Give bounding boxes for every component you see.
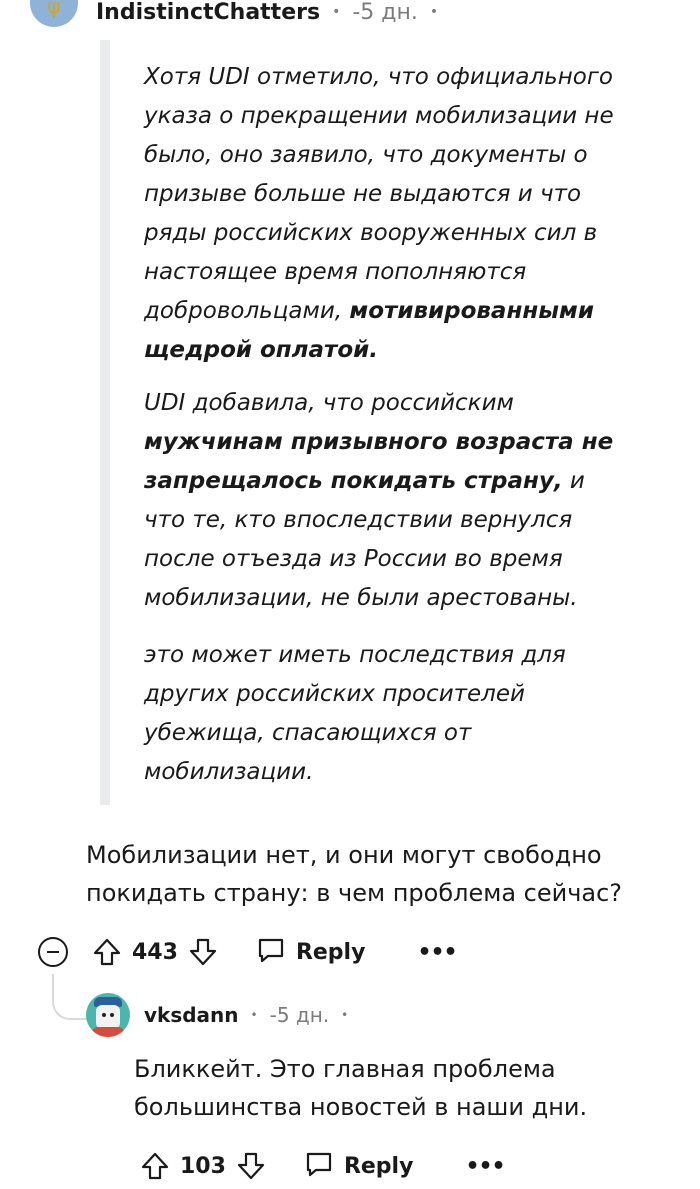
quote-paragraph-3 bbox=[144, 636, 624, 792]
timestamp: -5 дн. bbox=[269, 1003, 330, 1027]
quote-text: и что те, кто впоследствии вернулся после отъезда из России во время мобилизации, не были арестованы. bbox=[144, 468, 585, 611]
speech-bubble-icon bbox=[304, 1149, 334, 1183]
upvote-icon[interactable] bbox=[92, 937, 122, 967]
meta-separator: • bbox=[250, 1008, 258, 1022]
blockquote bbox=[100, 40, 650, 805]
quote-bold-text: мотивированными щедрой оплатой. bbox=[144, 298, 594, 363]
avatar[interactable] bbox=[30, 0, 78, 27]
downvote-icon[interactable] bbox=[188, 937, 218, 967]
avatar-body bbox=[92, 1027, 124, 1037]
avatar[interactable] bbox=[86, 993, 130, 1037]
username[interactable]: IndistinctChatters bbox=[96, 0, 321, 25]
reply-button[interactable] bbox=[256, 935, 366, 969]
top-comment-header bbox=[30, 0, 450, 28]
minus-icon bbox=[47, 951, 59, 953]
reply-button[interactable] bbox=[304, 1149, 414, 1183]
avatar-face bbox=[96, 1005, 120, 1029]
vote-score: 443 bbox=[132, 939, 178, 965]
trident-emblem-icon: ψ bbox=[47, 0, 61, 18]
vote-score: 103 bbox=[180, 1153, 226, 1179]
thread-connector-line bbox=[52, 974, 88, 1020]
speech-bubble-icon bbox=[256, 935, 286, 969]
meta-separator: • bbox=[341, 1008, 349, 1022]
reply-comment-header bbox=[86, 990, 360, 1040]
collapse-thread-button[interactable] bbox=[38, 937, 68, 967]
reply-label: Reply bbox=[295, 939, 366, 965]
reply-label: Reply bbox=[343, 1153, 414, 1179]
comment-action-bar bbox=[38, 932, 457, 972]
quote-bold-text: мужчинам призывного возраста не запрещалось покидать страну, bbox=[144, 429, 614, 494]
quote-paragraph-1 bbox=[144, 58, 624, 370]
avatar-eye bbox=[102, 1013, 106, 1017]
quote-text: это может иметь последствия для других российских просителей убежища, спасающихся от мобилизации. bbox=[144, 642, 566, 785]
reply-action-bar bbox=[140, 1146, 505, 1186]
more-options-button[interactable]: ••• bbox=[417, 939, 457, 965]
avatar-eye bbox=[110, 1013, 114, 1017]
downvote-icon[interactable] bbox=[236, 1151, 266, 1181]
meta-separator: • bbox=[429, 4, 439, 20]
upvote-icon[interactable] bbox=[140, 1151, 170, 1181]
quote-paragraph-2 bbox=[144, 384, 624, 618]
comment-body: Мобилизации нет, и они могут свободно покидать страну: в чем проблема сейчас? bbox=[86, 841, 623, 907]
meta-separator: • bbox=[332, 4, 341, 20]
reply-body: Бликкейт. Это главная проблема большинства новостей в наши дни. bbox=[134, 1055, 588, 1121]
quote-text: UDI добавила, что российским bbox=[144, 390, 514, 416]
quote-text: Хотя UDI отметило, что официального указа о прекращении мобилизации не было, оно заявило, что документы о призыве больше не выдаются и что ряды российских вооруженных сил в настоящее время пополняются добровольцами, bbox=[144, 64, 614, 324]
timestamp: -5 дн. bbox=[352, 0, 418, 25]
username[interactable]: vksdann bbox=[144, 1003, 239, 1027]
more-options-button[interactable]: ••• bbox=[465, 1153, 505, 1179]
